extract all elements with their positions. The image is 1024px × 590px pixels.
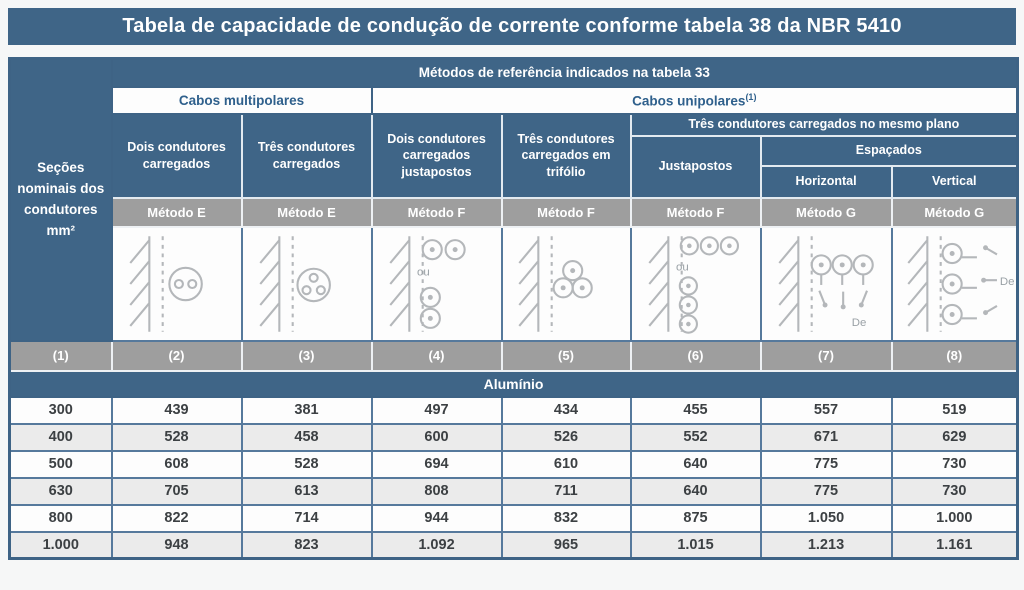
capacity-cell: 519 bbox=[892, 397, 1018, 424]
horizontal-header: Horizontal bbox=[761, 166, 892, 198]
capacity-cell: 711 bbox=[502, 478, 631, 505]
method-header-5: Método F bbox=[502, 198, 631, 227]
unipolar-cables-label: Cabos unipolares bbox=[632, 93, 746, 109]
vertical-header: Vertical bbox=[892, 166, 1018, 198]
installation-method-cell-8 bbox=[892, 227, 1018, 341]
capacity-cell: 775 bbox=[761, 478, 892, 505]
table-row bbox=[10, 424, 1018, 451]
capacity-cell: 694 bbox=[372, 451, 502, 478]
capacity-cell: 1.161 bbox=[892, 532, 1018, 559]
column-description-5: Três condutores carregados em trifólio bbox=[502, 114, 631, 198]
multipolar-two-core-cable-on-wall-icon bbox=[115, 230, 239, 338]
column-number-cell: (1) bbox=[10, 341, 112, 371]
installation-method-cell-3 bbox=[242, 227, 372, 341]
column-number-cell: (2) bbox=[112, 341, 242, 371]
capacity-cell: 528 bbox=[242, 451, 372, 478]
capacity-cell: 775 bbox=[761, 451, 892, 478]
capacity-cell: 640 bbox=[631, 451, 761, 478]
column-description-3: Três condutores carregados bbox=[242, 114, 372, 198]
capacity-cell: 944 bbox=[372, 505, 502, 532]
column-description-4: Dois condutores carregados justapostos bbox=[372, 114, 502, 198]
capacity-cell: 1.092 bbox=[372, 532, 502, 559]
capacity-cell: 458 bbox=[242, 424, 372, 451]
table-row bbox=[10, 451, 1018, 478]
installation-method-cell-2 bbox=[112, 227, 242, 341]
capacity-cell: 823 bbox=[242, 532, 372, 559]
or-label: ou bbox=[416, 265, 430, 278]
section-cell: 500 bbox=[10, 451, 112, 478]
column-number-cell: (5) bbox=[502, 341, 631, 371]
capacity-cell: 434 bbox=[502, 397, 631, 424]
capacity-cell: 808 bbox=[372, 478, 502, 505]
capacity-cell: 381 bbox=[242, 397, 372, 424]
capacity-cell: 730 bbox=[892, 451, 1018, 478]
capacity-cell: 455 bbox=[631, 397, 761, 424]
capacity-cell: 1.213 bbox=[761, 532, 892, 559]
multipolar-cables-header: Cabos multipolares bbox=[112, 87, 372, 114]
column-number-cell: (6) bbox=[631, 341, 761, 371]
method-header-6: Método F bbox=[631, 198, 761, 227]
espacados-header: Espaçados bbox=[761, 136, 1018, 166]
capacity-cell: 1.015 bbox=[631, 532, 761, 559]
capacity-cell: 497 bbox=[372, 397, 502, 424]
capacity-cell: 714 bbox=[242, 505, 372, 532]
material-band-aluminio: Alumínio bbox=[10, 371, 1018, 397]
multipolar-three-core-cable-on-wall-icon bbox=[245, 230, 369, 338]
method-header-7: Método G bbox=[761, 198, 892, 227]
installation-method-cell-4 bbox=[372, 227, 502, 341]
column-number-cell: (4) bbox=[372, 341, 502, 371]
or-label: ou bbox=[675, 261, 689, 274]
capacity-cell: 528 bbox=[112, 424, 242, 451]
method-header-2: Método E bbox=[112, 198, 242, 227]
capacity-cell: 875 bbox=[631, 505, 761, 532]
capacity-cell: 705 bbox=[112, 478, 242, 505]
column-number-cell: (8) bbox=[892, 341, 1018, 371]
section-cell: 300 bbox=[10, 397, 112, 424]
table-row bbox=[10, 505, 1018, 532]
capacity-cell: 608 bbox=[112, 451, 242, 478]
method-header-8: Método G bbox=[892, 198, 1018, 227]
capacity-cell: 600 bbox=[372, 424, 502, 451]
same-plane-header: Três condutores carregados no mesmo plano bbox=[631, 114, 1018, 136]
spacing-label: De bbox=[851, 316, 867, 329]
table-row bbox=[10, 397, 1018, 424]
column-number-cell: (7) bbox=[761, 341, 892, 371]
capacity-cell: 629 bbox=[892, 424, 1018, 451]
capacity-cell: 832 bbox=[502, 505, 631, 532]
table-row bbox=[10, 478, 1018, 505]
capacity-cell: 671 bbox=[761, 424, 892, 451]
two-single-core-cables-juxtaposed-icon bbox=[375, 230, 499, 338]
page-title: Tabela de capacidade de condução de corrente conforme tabela 38 da NBR 5410 bbox=[8, 8, 1016, 45]
method-header-4: Método F bbox=[372, 198, 502, 227]
method-header-3: Método E bbox=[242, 198, 372, 227]
unipolar-note: (1) bbox=[745, 91, 757, 102]
capacity-cell: 613 bbox=[242, 478, 372, 505]
capacity-cell: 1.000 bbox=[892, 505, 1018, 532]
section-cell: 1.000 bbox=[10, 532, 112, 559]
unipolar-cables-header bbox=[372, 87, 1018, 114]
capacity-cell: 822 bbox=[112, 505, 242, 532]
three-single-core-cables-trefoil-icon bbox=[504, 230, 628, 338]
reference-methods-band: Métodos de referência indicados na tabela 33 bbox=[112, 59, 1018, 87]
data-body bbox=[10, 397, 1018, 559]
capacity-cell: 557 bbox=[761, 397, 892, 424]
capacity-cell: 439 bbox=[112, 397, 242, 424]
column-number-cell: (3) bbox=[242, 341, 372, 371]
installation-method-cell-7 bbox=[761, 227, 892, 341]
section-cell: 630 bbox=[10, 478, 112, 505]
capacity-cell: 730 bbox=[892, 478, 1018, 505]
three-single-core-cables-juxtaposed-icon bbox=[634, 230, 758, 338]
section-cell: 800 bbox=[10, 505, 112, 532]
capacity-cell: 526 bbox=[502, 424, 631, 451]
capacity-cell: 1.050 bbox=[761, 505, 892, 532]
capacity-cell: 552 bbox=[631, 424, 761, 451]
capacity-cell: 948 bbox=[112, 532, 242, 559]
three-cables-spaced-vertical-icon bbox=[893, 230, 1017, 338]
spacing-label: De bbox=[999, 275, 1014, 288]
side-header-sections: Seções nominais dos condutores mm² bbox=[10, 59, 112, 341]
three-cables-spaced-horizontal-icon bbox=[764, 230, 888, 338]
capacity-cell: 610 bbox=[502, 451, 631, 478]
capacity-cell: 640 bbox=[631, 478, 761, 505]
column-description-2: Dois condutores carregados bbox=[112, 114, 242, 198]
capacity-table bbox=[8, 57, 1019, 560]
table-row bbox=[10, 532, 1018, 559]
capacity-cell: 965 bbox=[502, 532, 631, 559]
justapostos-header: Justapostos bbox=[631, 136, 761, 198]
section-cell: 400 bbox=[10, 424, 112, 451]
installation-method-cell-6 bbox=[631, 227, 761, 341]
installation-method-cell-5 bbox=[502, 227, 631, 341]
